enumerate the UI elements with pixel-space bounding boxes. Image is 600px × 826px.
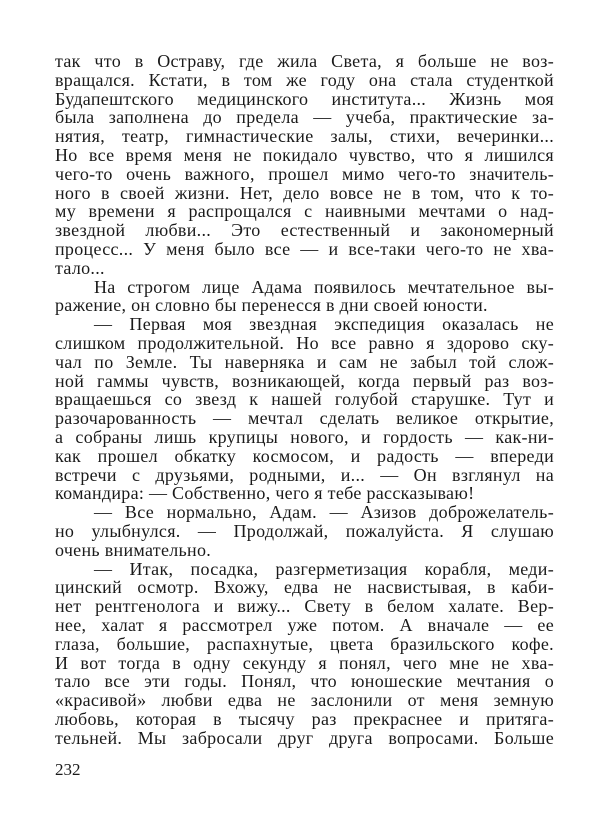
text-line: Будапештского медицинского института... Жизнь моя xyxy=(55,88,554,109)
text-line: ного в своей жизни. Нет, дело вовсе не в том, что к то- xyxy=(55,182,554,203)
text-line: чал по Земле. Ты наверняка и сам не забыл той слож- xyxy=(55,351,554,372)
body-text xyxy=(55,52,554,747)
text-line: ной гаммы чувств, возникающей, когда первый раз воз- xyxy=(55,370,554,391)
text-line: — Первая моя звездная экспедиция оказалась не xyxy=(94,314,554,335)
text-line: нятия, театр, гимнастические залы, стихи, вечеринки... xyxy=(55,126,554,147)
text-line: звездной любви... Это естественный и закономерный xyxy=(55,220,554,241)
text-line: как прошел обкатку космосом, и радость — впереди xyxy=(55,445,554,466)
text-line: встречи с друзьями, родными, и... — Он взглянул на xyxy=(55,464,554,485)
text-line: И вот тогда в одну секунду я понял, чего мне не хва- xyxy=(55,652,554,673)
text-line: очень внимательно. xyxy=(55,539,212,560)
text-line: глаза, большие, распахнутые, цвета бразильского кофе. xyxy=(55,633,554,654)
text-line: нее, халат я рассмотрел уже потом. А вначале — ее xyxy=(55,614,554,635)
text-line: но улыбнулся. — Продолжай, пожалуйста. Я слушаю xyxy=(55,520,554,541)
text-line: нет рентгенолога и вижу... Свету в белом халате. Вер- xyxy=(55,596,554,617)
text-line: чего-то очень важного, прошел мимо чего-то значитель- xyxy=(55,163,554,184)
text-line: «красивой» любви едва не заслонили от меня земную xyxy=(55,690,554,711)
text-line: командира: — Собственно, чего я тебе рассказываю! xyxy=(55,483,475,504)
text-line: вращаешься со звезд к нашей голубой старушке. Тут и xyxy=(55,389,554,410)
text-line: цинский осмотр. Вхожу, едва не насвистывая, в каби- xyxy=(55,577,554,598)
text-line: была заполнена до предела — учеба, практические за- xyxy=(55,107,554,128)
text-line: Но все время меня не покидало чувство, что я лишился xyxy=(55,144,554,165)
text-line: — Итак, посадка, разгерметизация корабля, меди- xyxy=(94,558,554,579)
text-line: — Все нормально, Адам. — Азизов доброжелатель- xyxy=(94,502,554,523)
text-line: а собраны лишь крупицы нового, и гордость — как-ни- xyxy=(55,426,554,447)
text-line: На строгом лице Адама появилось мечтательное вы- xyxy=(94,276,554,297)
text-line: любовь, которая в тысячу раз прекраснее и притяга- xyxy=(55,708,554,729)
text-line: слишком продолжительной. Но все равно я здорово ску- xyxy=(55,332,554,353)
text-line: тало... xyxy=(55,257,105,278)
text-line: вращался. Кстати, в том же году она стала студенткой xyxy=(55,69,554,90)
page-number: 232 xyxy=(55,760,81,779)
text-line: разочарованность — мечтал сделать великое открытие, xyxy=(55,408,554,429)
text-line: процесс... У меня было все — и все-таки чего-то не хва- xyxy=(55,238,554,259)
text-line: му времени я распрощался с наивными мечтами о над- xyxy=(55,201,554,222)
text-line: так что в Остраву, где жила Света, я больше не воз- xyxy=(55,51,554,71)
text-line: тало все эти годы. Понял, что юношеские мечтания о xyxy=(55,671,554,692)
text-line: ражение, он словно бы перенесся в дни своей юности. xyxy=(55,295,488,316)
text-line: тельней. Мы забросали друг друга вопросами. Больше xyxy=(55,727,554,748)
